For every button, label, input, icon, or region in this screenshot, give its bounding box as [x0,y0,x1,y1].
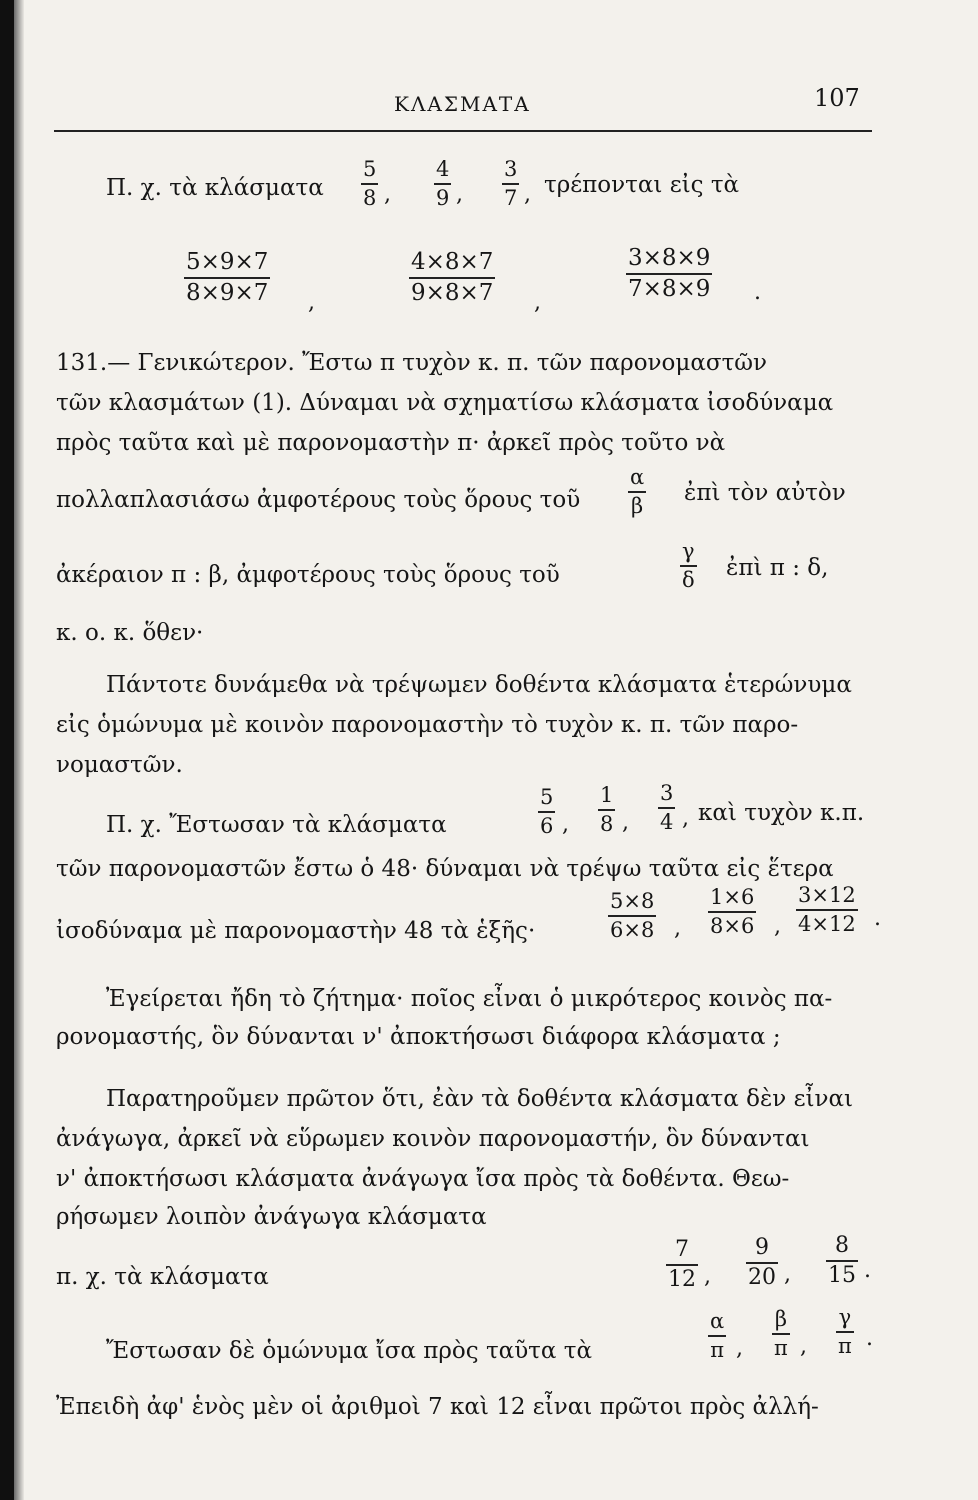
text-line: Πάντοτε δυνάμεθα νὰ τρέψωμεν δοθέντα κλάσματα ἑτερώνυμα [106,672,852,698]
numerator: 3 [504,157,518,181]
denominator: 6×8 [610,917,655,942]
fraction [836,1306,854,1357]
denominator: 7 [504,185,518,210]
text-line: Ἐγείρεται ἤδη τὸ ζήτημα· ποῖος εἶναι ὁ μικρότερος κοινὸς πα- [106,986,833,1012]
fraction-bar [772,1333,790,1335]
denominator: π [710,1337,724,1362]
text-line: εἰς ὁμώνυμα μὲ κοινὸν παρονομαστὴν τὸ τυχὸν κ. π. τῶν παρο- [56,712,799,738]
denominator: 9 [436,185,450,210]
fraction-bar [538,811,555,813]
fraction-bar [708,1335,726,1337]
fraction [746,1236,778,1289]
text-line: Ἔστωσαν δὲ ὁμώνυμα ἴσα πρὸς ταῦτα τὰ [106,1338,592,1364]
fraction [409,250,495,305]
numerator: 3 [660,781,674,805]
text-line: Ἐπειδὴ ἀφ' ἑνὸς μὲν οἱ ἀριθμοὶ 7 καὶ 12 εἶναι πρῶτοι πρὸς ἀλλή- [56,1394,819,1420]
fraction-bar [598,809,615,811]
comma: , [800,1334,807,1359]
comma: , [622,810,629,835]
denominator: 8×6 [710,913,755,938]
numerator: α [630,465,645,489]
text-line: τῶν κλασμάτων (1). Δύναμαι νὰ σχηματίσω κλάσματα ἰσοδύναμα [56,390,834,416]
text-line: πρὸς ταῦτα καὶ μὲ παρονομαστὴν π· ἀρκεῖ πρὸς τοῦτο νὰ [56,430,726,456]
denominator: 20 [748,1264,776,1290]
denominator: 8×9×7 [186,279,269,306]
fraction-bar [708,911,756,913]
fraction-bar [626,273,712,275]
text-line: ρονομαστής, ὃν δύνανται ν' ἀποκτήσωσι διάφορα κλάσματα ; [56,1024,781,1050]
comma: , [562,812,569,837]
text-line: ἰσοδύναμα μὲ παρονομαστὴν 48 τὰ ἑξῆς· [56,918,536,944]
comma: , [524,182,531,207]
comma: , [384,182,391,207]
fraction [626,246,712,301]
denominator: 8 [600,811,614,836]
fraction [361,158,378,209]
numerator: 4 [436,157,450,181]
denominator: 12 [668,1266,696,1292]
text-line: ρήσωμεν λοιπὸν ἀνάγωγα κλάσματα [56,1204,487,1230]
fraction [628,466,646,517]
text-line: Π. χ. Ἔστωσαν τὰ κλάσματα [106,812,447,838]
fraction-bar [658,807,675,809]
fraction-bar [502,183,519,185]
fraction-bar [434,183,451,185]
denominator: 7×8×9 [628,275,711,302]
page-edge-shadow [14,0,24,1500]
numerator: γ [682,539,695,563]
period: . [874,906,881,931]
denominator: 15 [828,1262,856,1288]
fraction [826,1234,858,1287]
numerator: 1×6 [710,885,755,909]
fraction-bar [608,915,656,917]
fraction [772,1308,790,1359]
page-number: 107 [814,84,860,112]
fraction [796,884,858,935]
fraction [538,786,555,837]
text-line: τῶν παρονομαστῶν ἔστω ὁ 48· δύναμαι νὰ τρέψω ταῦτα εἰς ἕτερα [56,856,834,882]
denominator: π [838,1333,852,1358]
text-line: 131.— Γενικώτερον. Ἔστω π τυχὸν κ. π. τῶν παρονομαστῶν [56,350,768,376]
denominator: 6 [540,813,554,838]
numerator: 4×8×7 [411,249,494,275]
numerator: 5×8 [610,889,655,913]
fraction [680,540,697,591]
fraction-bar [836,1331,854,1333]
numerator: 5×9×7 [186,249,269,275]
text-line: ἀκέραιον π : β, ἀμφοτέρους τοὺς ὅρους τοῦ [56,562,560,588]
comma: , [308,290,315,315]
fraction-bar [409,277,495,279]
text-line: π. χ. τὰ κλάσματα [56,1264,269,1290]
text-line: κ. ο. κ. ὅθεν· [56,620,204,646]
period: . [754,280,761,305]
text-line: ἀνάγωγα, ἀρκεῖ νὰ εὕρωμεν κοινὸν παρονομαστήν, ὃν δύνανται [56,1126,810,1152]
text-line: Παρατηροῦμεν πρῶτον ὅτι, ἐὰν τὰ δοθέντα κλάσματα δὲν εἶναι [106,1086,854,1112]
numerator: 1 [600,783,614,807]
numerator: 5 [363,157,377,181]
comma: , [774,914,781,939]
running-header: ΚΛΑΣΜΑΤΑ [394,92,531,116]
text-line: ἐπὶ τὸν αὐτὸν [684,480,846,506]
fraction [658,782,675,833]
denominator: 4 [660,809,674,834]
fraction [708,1310,726,1361]
fraction-bar [680,565,697,567]
period: . [864,1258,871,1283]
period: . [866,1326,873,1351]
numerator: 5 [540,785,554,809]
text-line: καὶ τυχὸν κ.π. [698,800,865,826]
comma: , [534,290,541,315]
numerator: γ [838,1305,852,1329]
denominator: δ [682,567,695,592]
fraction-bar [666,1264,698,1266]
denominator: 9×8×7 [411,279,494,306]
denominator: 8 [363,185,377,210]
numerator: β [774,1307,787,1331]
fraction [502,158,519,209]
fraction-bar [361,183,378,185]
fraction [184,250,270,305]
fraction-bar [628,491,646,493]
text-line: νομαστῶν. [56,752,183,778]
fraction [666,1238,698,1291]
text-line: πολλαπλασιάσω ἀμφοτέρους τοὺς ὅρους τοῦ [56,487,581,513]
fraction-bar [796,909,858,911]
header-rule [54,130,872,132]
text-line: ν' ἀποκτήσωσι κλάσματα ἀνάγωγα ἴσα πρὸς τὰ δοθέντα. Θεω- [56,1166,790,1192]
numerator: 7 [675,1237,689,1262]
fraction-bar [746,1262,778,1264]
denominator: β [631,493,644,518]
comma: , [456,182,463,207]
fraction-bar [826,1260,858,1262]
comma: , [674,916,681,941]
numerator: 9 [755,1235,769,1260]
numerator: 8 [835,1233,849,1258]
fraction [434,158,451,209]
comma: , [736,1336,743,1361]
fraction [708,886,756,937]
comma: , [682,806,689,831]
fraction [608,890,656,941]
fraction [598,784,615,835]
text-line: Π. χ. τὰ κλάσματα [106,175,324,201]
book-page [14,0,978,1500]
text-line: ἐπὶ π : δ, [726,555,829,581]
fraction-bar [184,277,270,279]
numerator: 3×12 [798,883,856,907]
comma: , [704,1264,711,1289]
text-line: τρέπονται εἰς τὰ [544,172,740,198]
comma: , [784,1262,791,1287]
numerator: 3×8×9 [628,245,711,271]
denominator: 4×12 [798,911,856,936]
denominator: π [774,1335,788,1360]
numerator: α [710,1309,725,1333]
